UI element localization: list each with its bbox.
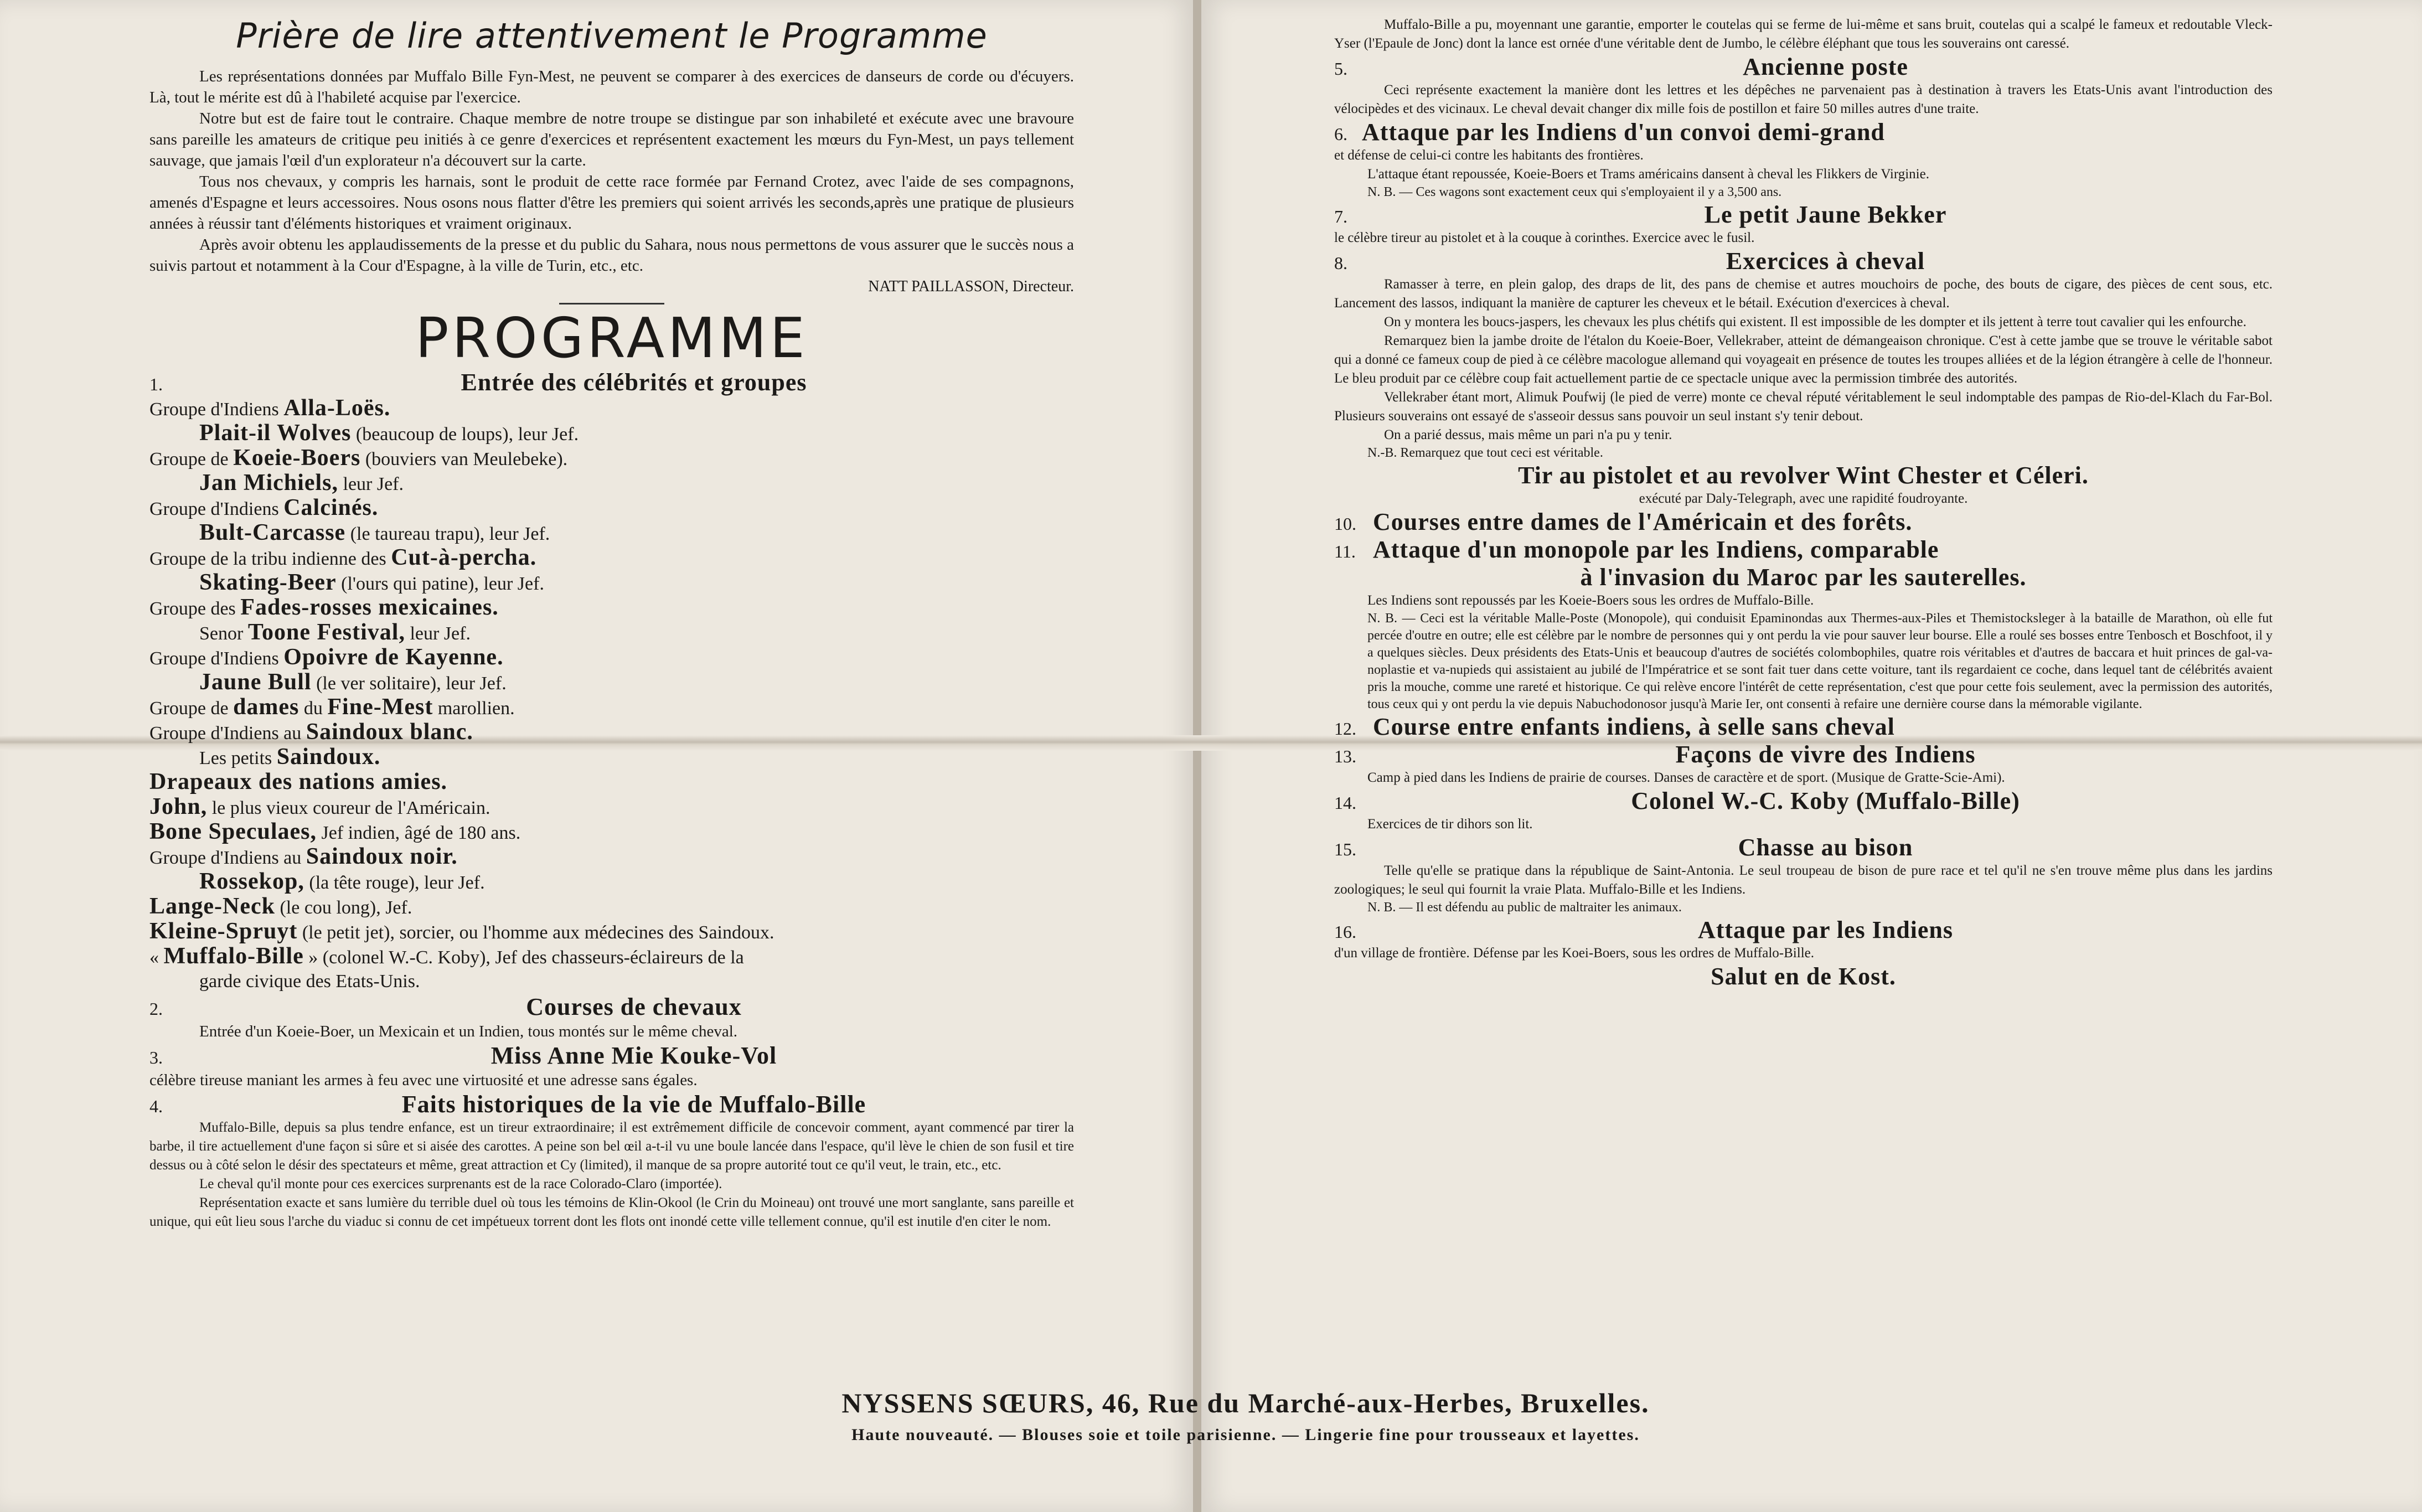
item-text: et défense de celui-ci contre les habitants des frontières. — [1334, 148, 1644, 163]
right-column — [1334, 16, 2273, 1479]
participant-text: leur Jef. — [405, 623, 471, 644]
center-gutter — [1193, 0, 1201, 1512]
participant-line — [149, 621, 1074, 646]
participant-name: Fine-Mest — [327, 694, 433, 720]
left-column — [149, 16, 1074, 1479]
participant-line — [149, 521, 1074, 546]
participant-name: Toone Festival, — [247, 620, 405, 645]
programme-item-2 — [149, 993, 1074, 1042]
item-title: Attaque par les Indiens d'un convoi demi-grand — [1362, 118, 1885, 146]
intro-paragraph: Les représentations données par Muffalo Bille Fyn-Mest, ne peuvent se comparer à des exercices de danseurs de corde ou d'écuyers. Là, tout le mérite est dû à l'habileté acquise par l'exercice. — [149, 68, 1074, 106]
item-title: Entrée des célébrités et groupes — [461, 369, 807, 396]
item-number: 1. — [149, 374, 163, 394]
participant-text: Groupe d'Indiens — [149, 399, 284, 420]
participant-line — [149, 670, 1074, 695]
programme-item-1 — [149, 369, 1074, 993]
director-signature: NATT PAILLASSON, Directeur. — [868, 278, 1074, 295]
participant-text: (le ver solitaire), leur Jef. — [311, 673, 507, 694]
programme-item-8 — [1334, 247, 2273, 462]
item-title: Tir au pistolet et au revolver Wint Chester et Céleri. — [1518, 462, 2089, 489]
item-text: Représentation exacte et sans lumière du terrible duel où tous les témoins de Klin-Okool (le Crin du Moineau) ont trouvé une mort sanglante, sans pareille et unique, qui eût lieu sous l'arche du viaduc si connu de cet impétueux torrent dont les flots ont inondé cette ville tellement connue, qu'il est inutile d'en citer le nom. — [149, 1195, 1074, 1229]
item-number: 4. — [149, 1096, 163, 1116]
item-number: 15. — [1334, 839, 1356, 859]
item-title: Colonel W.-C. Koby (Muffalo-Bille) — [1631, 787, 2020, 814]
programme-item-7 — [1334, 201, 2273, 247]
participant-line — [149, 546, 1074, 571]
participant-text: (beaucoup de loups), leur Jef. — [351, 424, 579, 445]
intro-paragraph: Notre but est de faire tout le contraire. Chaque membre de notre troupe se distingue par son inhabileté et exécute avec une bravoure sans pareille les amateurs de critique peu initiés à ce genre d'exercices et représentent exactement les mœurs du Fyn-Mest, un pays tellement sauvage, que jamais l'œil d'un explorateur n'a découvert sur la carte. — [149, 110, 1074, 169]
programme-title: PROGRAMME — [415, 306, 808, 370]
participant-text: Groupe de — [149, 698, 234, 719]
participant-name: Cut-à-percha. — [391, 545, 537, 570]
participant-text: (l'ours qui patine), leur Jef. — [336, 574, 544, 594]
participant-name: dames — [233, 694, 299, 720]
participant-text: (bouviers van Meulebeke). — [360, 449, 568, 469]
item-number: 13. — [1334, 746, 1356, 766]
participant-name: Bult-Carcasse — [199, 520, 346, 545]
participant-text: le plus vieux coureur de l'Américain. — [207, 798, 490, 818]
intro-paragraph: Après avoir obtenu les applaudissements de la presse et du public du Sahara, nous nous permettons de vous assurer que le succès nous a suivis partout et notamment à la Cour d'Espagne, à la ville de Turin, etc., etc. — [149, 236, 1074, 275]
item-number: 6. — [1334, 124, 1347, 144]
item-text: Exercices de tir dihors son lit. — [1367, 817, 1533, 832]
participant-line — [149, 646, 1074, 670]
participant-text: « — [149, 947, 164, 968]
intro-paragraph: Tous nos chevaux, y compris les harnais, sont le produit de cette race formée par Fernand Crotez, avec l'aide de ses compagnons, amenés d'Espagne et leurs accessoires. Nous osons nous flatter d'être les premiers qui soient arrivés les seconds,après une pratique de plusieurs années à réussir tant d'éléments historiques et vraiment originaux. — [149, 173, 1074, 233]
item-text: d'un village de frontière. Défense par les Koei-Boers, sous les ordres de Muffalo-Bille. — [1334, 946, 1814, 961]
participant-name: Opoivre de Kayenne. — [283, 644, 504, 670]
item-note: N. B. — Ceci est la véritable Malle-Poste (Monopole), qui conduisit Epaminondas aux Thermes-aux-Piles et Themistocksleger à la bataille de Marathon, où elle fut percée d'outre en outre; elle est célèbre par le nombre de personnes qui y ont perdu la vie pour sauver leur bourse. Elle a roulé ses bosses entre Tenbosch et Boschfoot, il y a quelques siècles. Deux présidents des Etats-Unis et beaucoup d'autres de sociétés colombophiles, quatre rois véritables et d'autres de baccara et huit princes de gal-va-noplastie et va-nupieds qui assistaient au jubilé de l'Impératrice et se sont fait tuer dans cette voiture, tant ils regardaient ce coche, dans lequel tant de célébrités avaient pris la mouche, comme une rareté et historique. Ce qui relève encore l'intérêt de cette représentation, c'est que pour cette fois seulement, avec la permission des autorités, tous ceux qui y ont perdu la vie depuis Nabuchodonosor jusqu'à Marie Ier, ont consenti à refaire une dernière course dans la mémorable vigilante. — [1367, 611, 2273, 711]
item-text: Telle qu'elle se pratique dans la république de Saint-Antonia. Le seul troupeau de bison de pure race et tel qu'il ne s'en trouve même plus dans les jardins zoologiques; le seul qui fournit la vraie Plata. Muffalo-Bille et les Indiens. — [1334, 863, 2273, 897]
participant-text: du — [299, 698, 328, 719]
participant-name: John, — [149, 794, 208, 819]
participant-text: (le cou long), Jef. — [275, 897, 412, 918]
participant-text: Groupe d'Indiens au — [149, 723, 306, 744]
participant-text: garde civique des Etats-Unis. — [199, 971, 420, 992]
item-number: 11. — [1334, 541, 1356, 561]
participant-name: Drapeaux des nations amies. — [149, 769, 448, 794]
item-number: 3. — [149, 1047, 163, 1067]
participant-line — [149, 969, 1074, 993]
notice-header: Prière de lire attentivement le Programme — [236, 16, 988, 56]
closing-line: Salut en de Kost. — [1711, 963, 1896, 990]
participant-line — [149, 920, 1074, 945]
item-text: L'attaque étant repoussée, Koeie-Boers et Trams américains dansent à cheval les Flikkers de Virginie. — [1367, 167, 1929, 182]
participant-name: Jan Michiels, — [199, 470, 338, 496]
participant-name: Lange-Neck — [149, 894, 275, 919]
continued-text: Muffalo-Bille a pu, moyennant une garantie, emporter le coutelas qui se ferme de lui-même et sans bruit, coutelas qui a scalpé le fameux et redoutable Vleck-Yser (l'Epaule de Jonc) dont la lance est ornée d'une véritable dent de Jumbo, le célèbre éléphant que tous les souverains ont caressé. — [1334, 17, 2273, 51]
participant-name: Saindoux noir. — [306, 844, 458, 869]
item-title: Courses de chevaux — [526, 993, 742, 1020]
item-title: Attaque par les Indiens — [1697, 916, 1954, 943]
item-number: 5. — [1334, 59, 1347, 79]
item-text: Les Indiens sont repoussés par les Koeie-Boers sous les ordres de Muffalo-Bille. — [1367, 593, 1814, 608]
item-note: N.-B. Remarquez que tout ceci est véritable. — [1367, 446, 1603, 460]
participant-text: (le petit jet), sorcier, ou l'homme aux médecines des Saindoux. — [297, 922, 774, 943]
item-number: 10. — [1334, 514, 1356, 534]
item-text: On a parié dessus, mais même un pari n'a pu y tenir. — [1384, 427, 1672, 442]
participant-name: Saindoux blanc. — [306, 719, 473, 745]
participant-name: Bone Speculaes, — [149, 819, 317, 844]
item-text: Camp à pied dans les Indiens de prairie de courses. Danses de caractère et de sport. (Musique de Gratte-Scie-Ami). — [1367, 770, 2005, 785]
programme-item-5 — [1334, 53, 2273, 118]
item-text: le célèbre tireur au pistolet et à la couque à corinthes. Exercice avec le fusil. — [1334, 230, 1755, 245]
advertiser-tagline: Haute nouveauté. — Blouses soie et toile parisienne. — Lingerie fine pour trousseaux et layettes. — [851, 1426, 1640, 1444]
participant-line — [149, 596, 1074, 621]
participant-line — [149, 720, 1074, 745]
participant-name: Kleine-Spruyt — [149, 918, 298, 944]
participant-name: Alla-Loës. — [283, 395, 391, 421]
participant-text: Groupe d'Indiens — [149, 648, 284, 669]
item-title: Attaque d'un monopole par les Indiens, comparable — [1373, 536, 1939, 563]
item-text: Le cheval qu'il monte pour ces exercices surprenants est de la race Colorado-Claro (importée). — [199, 1176, 722, 1191]
participant-text: Jef indien, âgé de 180 ans. — [317, 823, 521, 843]
item-text: Muffalo-Bille, depuis sa plus tendre enfance, est un tireur extraordinaire; il est extrêmement difficile de concevoir comment, ayant commencé par tirer la barbe, il tire actuellement d'une façon si sûre et si aisée des carottes. A peine son bel œil a-t-il vu une boule lancée dans l'espace, qu'il lève le chien de son fusil et tire dessus ou à côté selon le désir des spectateurs et même, great attraction et Cy (limited), il manque de sa propre autorité tout ce qu'il veut, le train, etc., etc. — [149, 1120, 1074, 1173]
item-number: 8. — [1334, 253, 1347, 273]
item-text: On y montera les boucs-jaspers, les chevaux les plus chétifs qui existent. Il est impossible de les dompter et ils jettent à terre tout cavalier qui les enfourche. — [1384, 314, 2247, 329]
participant-name: Muffalo-Bille — [163, 943, 304, 969]
participant-text: Senor — [199, 623, 248, 644]
participant-line — [149, 870, 1074, 895]
item-title: Exercices à cheval — [1726, 247, 1925, 275]
item-text: exécuté par Daly-Telegraph, avec une rapidité foudroyante. — [1639, 491, 1968, 506]
programme-item-12 — [1334, 713, 2273, 741]
participant-line — [149, 421, 1074, 446]
participant-line — [149, 446, 1074, 471]
programme-item-15 — [1334, 834, 2273, 916]
programme-item-6 — [1334, 118, 2273, 201]
item-number: 2. — [149, 999, 163, 1019]
item-title: Miss Anne Mie Kouke-Vol — [490, 1042, 777, 1069]
participant-line — [149, 795, 1074, 820]
participant-text: (le taureau trapu), leur Jef. — [345, 524, 550, 544]
participant-text: » (colonel W.-C. Koby), Jef des chasseurs-éclaireurs de la — [303, 947, 744, 968]
programme-item-10 — [1334, 508, 2273, 536]
divider — [559, 303, 664, 305]
participant-name: Koeie-Boers — [233, 445, 361, 471]
participant-line — [149, 571, 1074, 596]
item-text: célèbre tireuse maniant les armes à feu avec une virtuosité et une adresse sans égales. — [149, 1071, 698, 1089]
item-text: Vellekraber étant mort, Alimuk Poufwij (le pied de verre) monte ce cheval réputé véritablement le seul indomptable des pampas de Rio-del-Klach du Far-Bol. Plusieurs souverains ont essayé de s'asseoir dessus sans pouvoir un seul instant s'y tenir debout. — [1334, 390, 2273, 424]
participant-text: Groupe d'Indiens — [149, 499, 284, 519]
programme-item-11 — [1334, 536, 2273, 713]
participant-text: Groupe d'Indiens au — [149, 848, 306, 868]
programme-item-14 — [1334, 787, 2273, 834]
programme-item-16 — [1334, 916, 2273, 963]
participant-text: (la tête rouge), leur Jef. — [304, 873, 485, 893]
participant-name: Rossekop, — [199, 869, 304, 894]
participant-text: Groupe des — [149, 598, 241, 619]
participant-text: Groupe de la tribu indienne des — [149, 549, 391, 569]
item-title: Chasse au bison — [1738, 834, 1913, 861]
participant-line — [149, 895, 1074, 920]
participant-text: marollien. — [433, 698, 515, 719]
item-text: Remarquez bien la jambe droite de l'étalon du Koeie-Boer, Vellekraber, atteint de démangeaison chronique. C'est à cette jambe que se trouve le véritable sabot qui a donné ce fameux coup de pied à ce célèbre macologue allemand qui voyageait en présence de toutes les troupes alliées et de la légion étrangère à celle de l'honneur. Le bleu produit par ce célèbre coup fait actuellement partie de ce spectacle unique avec la permission timbrée des autorités. — [1334, 333, 2273, 386]
participant-name: Plait-il Wolves — [199, 420, 352, 446]
item-title: Course entre enfants indiens, à selle sans cheval — [1373, 713, 1895, 740]
participant-name: Jaune Bull — [199, 669, 312, 695]
item-number: 12. — [1334, 719, 1356, 739]
participant-line — [149, 845, 1074, 870]
participant-line — [149, 820, 1074, 845]
participant-text: Groupe de — [149, 449, 234, 469]
item-title: Courses entre dames de l'Américain et des forêts. — [1373, 508, 1913, 535]
programme-item-4 — [149, 1091, 1074, 1231]
participant-text: leur Jef. — [338, 474, 404, 494]
participant-text: Les petits — [199, 748, 277, 768]
advertiser-footer — [498, 1387, 1993, 1444]
participant-line — [149, 471, 1074, 496]
item-text: Ramasser à terre, en plein galop, des draps de lit, des pans de chemise et autres mouchoirs de poche, des bouts de cigare, des pièces de cent sous, etc. Lancement des lassos, indiquant la manière de capturer les cheveux et le bétail. Exécution d'exercices à cheval. — [1334, 277, 2273, 311]
participant-list — [149, 396, 1074, 993]
item-title: Le petit Jaune Bekker — [1704, 201, 1947, 228]
participant-line — [149, 496, 1074, 521]
participant-line — [149, 945, 1074, 969]
participant-name: Skating-Beer — [199, 570, 337, 595]
programme-item-9 — [1334, 462, 2273, 508]
item-text: Entrée d'un Koeie-Boer, un Mexicain et un Indien, tous montés sur le même cheval. — [199, 1023, 738, 1040]
participant-name: Calcinés. — [283, 495, 379, 520]
participant-line — [149, 745, 1074, 770]
item-text: Ceci représente exactement la manière dont les lettres et les dépêches ne parvenaient pas à destination à travers les Etats-Unis avant l'introduction des vélocipèdes et des vicinaux. Le cheval devait changer dix mille fois de postillon et faire 50 milles autres d'une traite. — [1334, 82, 2273, 116]
item-title: Ancienne poste — [1743, 53, 1908, 80]
item-title: Façons de vivre des Indiens — [1675, 741, 1976, 768]
participant-line — [149, 695, 1074, 720]
item-number: 16. — [1334, 922, 1356, 942]
participant-name: Saindoux. — [276, 744, 381, 770]
programme-item-13 — [1334, 741, 2273, 787]
item-number: 7. — [1334, 207, 1347, 226]
item-title-continued: à l'invasion du Maroc par les sauterelles. — [1580, 564, 2027, 591]
item-note: N. B. — Il est défendu au public de maltraiter les animaux. — [1367, 900, 1682, 915]
item-number: 14. — [1334, 793, 1356, 813]
participant-line — [149, 770, 1074, 795]
programme-item-3 — [149, 1042, 1074, 1091]
advertiser-name: NYSSENS SŒURS, 46, Rue du Marché-aux-Herbes, Bruxelles. — [841, 1387, 1650, 1418]
item-title: Faits historiques de la vie de Muffalo-Bille — [401, 1091, 866, 1118]
participant-line — [149, 396, 1074, 421]
participant-name: Fades-rosses mexicaines. — [240, 595, 499, 620]
item-note: N. B. — Ces wagons sont exactement ceux qui s'employaient il y a 3,500 ans. — [1367, 185, 1782, 199]
